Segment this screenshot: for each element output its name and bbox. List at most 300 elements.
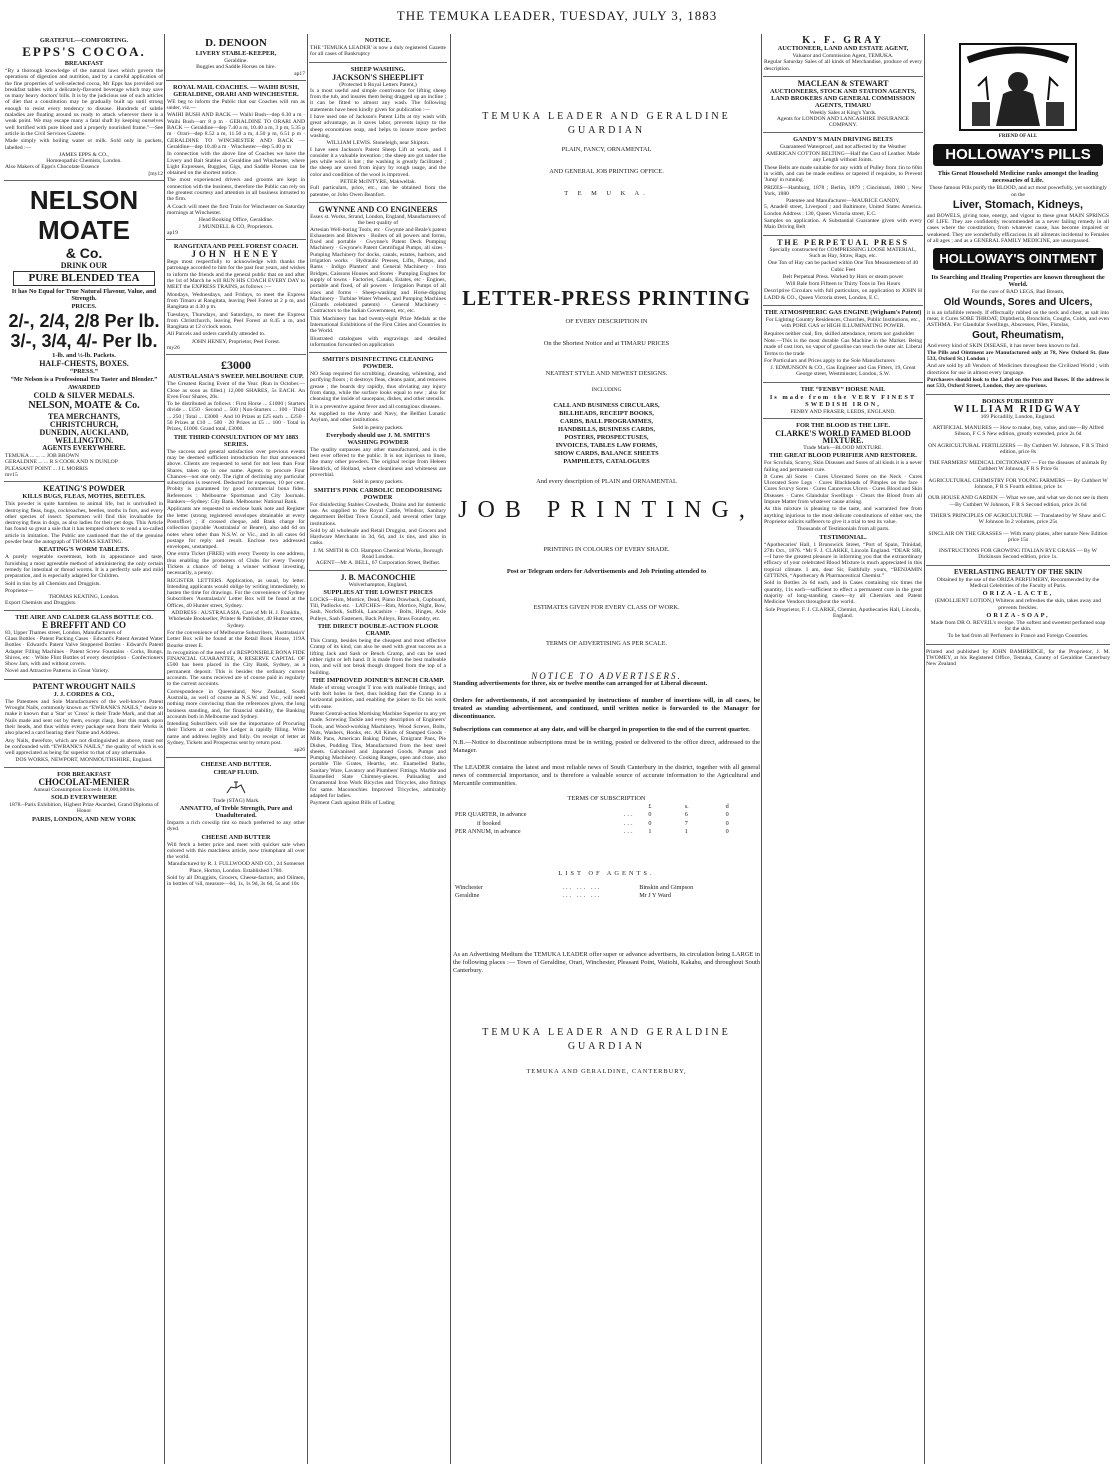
ad-body: Trade (STAG) Mark. — [212, 797, 260, 804]
ad-firm: JOHN HENEY, Proprietor, Peel Forest. — [191, 338, 281, 345]
holloways-pills-banner: HOLLOWAY'S PILLS — [933, 144, 1103, 166]
ad-heading: Gout, Rheumatism, — [972, 329, 1064, 341]
ad-body: For Scrofula, Scurvy, Skin Diseases and Sores of all kinds it is a never failing and permanent cure. — [764, 460, 922, 473]
ad-body: Weekly Sales at King's Yards. — [809, 109, 877, 116]
ad-body: And every kind of SKIN DISEASE, it has never been known to fail. — [927, 342, 1080, 349]
ad-heading: GRATEFUL—COMFORTING. — [39, 37, 129, 44]
ad-subtitle: Its Searching and Healing Properties are known throughout the World. — [931, 274, 1105, 289]
column-5 — [763, 34, 923, 1464]
ad-body: Patent Central-action Mortising Machine Superior to any yet made. Screwing Tackle and every description of Engineers' Tools, and Wood-working Machinery. Wood Screws, Bolts, Nuts, Washers, Hooks, etc. All Kinds of Stamped Goods · Milk Pans, American Baking Dishes, Emigrant Pans, Pie Dishes, Pudding Tins, Manufactured from the best steel sheets. Galvanised and Japanned Goods. Pumps and Pumping Machinery. Cooking Ranges, open and close, also portable Tile Grates, Hearths, etc. Enamelled Baths, Sanitary Ware, Lavatory and Plumbers' Fittings. Marble and Enamelled Slate Chimney-pieces. Palisading and Ornamental Iron Work Bicycles and Tricycles, also fittings for same. Maconochies Improved Tricycles, admirably adapted for ladies. — [310, 711, 446, 799]
ad-subtitle: Everybody should use J. M. SMITH'S WASHING POWDER — [326, 431, 430, 446]
ad-body: Essex st. Works, Strand, London, England, Manufacturers of the best quality of — [310, 213, 446, 227]
office-title: TEMUKA LEADER AND GERALDINE GUARDIAN — [482, 1026, 731, 1052]
seal-caption: FRIEND OF ALL — [998, 134, 1038, 139]
notice-text: N.B.—Notice to discontinue subscriptions must be in writing, posted or delivered to the office direct, addressed to the Manager. — [453, 739, 760, 754]
ad-body: THE 'TEMUKA LEADER' is now a duly registered Gazette for all cases of Bankruptcy — [310, 45, 446, 58]
ad-body: Wolverhampton, England, — [348, 581, 408, 588]
ad-subtitle: KEATING'S WORM TABLETS. — [38, 546, 130, 554]
ad-body: It Cures all Sores · Cures Ulcerated Sores on the Neck · Cures Ulcerated Sore Legs · Cures Blackheads of Pimples on the face · Cures Scurvy Sores · Cures Cancerous Ulcers · Cures Blood and Skin Diseases · Cures Glandular Swellings · Clears the Blood from all Impure Matter from whatever cause arising. — [764, 473, 922, 506]
ad-subtitle: ANNATTO, of Treble Strength, Pure and Unadulterated. — [179, 804, 293, 819]
sweep-ad — [166, 355, 306, 757]
ad-code: [my12 — [148, 170, 163, 177]
ad-body: Imparts a rich cowslip tint so much preferred to any other dyed. — [167, 819, 305, 833]
table-row: Winchester ... ... ... Binskin and Gimpson — [455, 884, 694, 892]
ad-firm: J. J. CORDES & CO., — [53, 690, 115, 698]
notice-text: Subscriptions can commence at any date, and will be charged in proportion to the end of the current quarter. — [453, 726, 750, 733]
table-header: d — [725, 803, 729, 810]
service-item: CALL AND BUSINESS CIRCULARS, — [553, 402, 660, 409]
ad-title: £3000 — [221, 358, 251, 373]
ad-title: EVERLASTING BEAUTY OF THE SKIN — [953, 567, 1083, 576]
perpetual-press-ad — [763, 236, 923, 306]
ad-body: Export Chemists and Druggists. — [5, 600, 77, 607]
ad-title: CHEESE AND BUTTER. — [200, 760, 272, 768]
office-line: PLAIN, FANCY, ORNAMENTAL — [561, 146, 652, 153]
ad-heading: BOOKS PUBLISHED BY — [982, 397, 1054, 405]
agent-line: TEMUKA ... ... ... JOB BROWN — [5, 453, 79, 460]
ad-subtitle: AUCTIONEERS, STOCK AND STATION AGENTS, LAND BROKERS AND GENERAL COMMISSION AGENTS, TIMARU — [770, 87, 916, 109]
ad-code: my26 — [167, 344, 180, 351]
book-entry: THE FARMERS' MEDICAL DICTIONARY — For the diseases of animals By Cuthbert W Johnson, F R S Price 6s — [928, 460, 1108, 473]
cheese-ad — [166, 758, 306, 892]
sheeplift-ad — [309, 63, 447, 203]
office-line: PRINTING IN COLOURS OF EVERY SHADE. — [543, 546, 670, 553]
ad-body: 1-lb. and ½-lb. Packets. — [52, 352, 116, 360]
ad-body: Samples on application. A Substantial Guarantee given with every Main Driving Belt — [764, 218, 922, 231]
ad-subtitle: BREAKFAST — [64, 60, 104, 67]
price-row: 2/-, 2/4, 2/8 Per lb. — [8, 311, 160, 332]
table-row: Geraldine ... ... ... Mr J Y Ward — [455, 892, 671, 900]
ad-body: The success and general satisfaction over previous events may be deemed sufficient introduction for that announced above. Clients are requested to send for not less than Four Shares, taken up in one name. Agents to procure Four Chances—not one only. The right of declining any particular subscription is reserved. Deducted for expenses, 10 per cent. Probity is guaranteed by good commercial bona fides. References : Melbourne Sportsman and City Journals. Bankers—Sydney: City Bank. Melbourne: National Bank. — [167, 448, 305, 506]
ad-subtitle: SUPPLIES AT THE LOWEST PRICES — [323, 588, 433, 596]
ad-heading: CHRISTCHURCH, — [49, 420, 119, 430]
maclean-ad — [763, 77, 923, 133]
ad-title: D. DENOON — [205, 37, 267, 49]
ad-title: GANDY'S MAIN DRIVING BELTS — [793, 135, 893, 143]
job-printing-heading: JOB PRINTING, — [458, 497, 755, 523]
ad-firm: THOMAS KEATING, London. — [48, 594, 120, 601]
ad-body: 1878.–Paris Exhibition, Highest Prize Awarded, Grand Diploma of Honor — [9, 802, 159, 815]
ad-title: NOTICE. — [364, 37, 392, 44]
ad-heading: “PRESS.” — [70, 368, 98, 376]
ad-body: Also Makers of Epps's Chocolate Essence — [5, 164, 100, 171]
ad-body: “By a thorough knowledge of the natural laws which govern the operations of digestion and nutrition, and by a careful application of the fine properties of well-selected cocoa, Mr Epps has provided our breakfast tables with a delicately-flavored beverage which may save us many heavy doctors' bills. It is by the judicious use of such articles of diet that a constitution may be gradually built up until strong enough to resist every tendency to disease. Hundreds of subtle maladies are floating around us ready to attack wherever there is a weak point. We may escape many a fatal shaft by keeping ourselves well fortified with pure blood and a properly nourished frame.”—See article in the Civil Services Gazette. — [5, 68, 163, 137]
column-3 — [309, 34, 447, 1464]
ad-firm: Patentee and Manufacturer—MAURICE GANDY, — [786, 198, 900, 205]
subscription-heading: TERMS OF SUBSCRIPTION — [567, 795, 646, 802]
service-item: PAMPHLETS, CATALOGUES — [563, 458, 650, 465]
service-item: CARDS, BALL PROGRAMMES, — [559, 418, 654, 425]
ad-body: Guaranteed Waterproof, and not affected by the Weather — [779, 143, 907, 150]
service-item: BILLHEADS, RECEIPT BOOKS, — [559, 410, 654, 417]
ad-title: KEATING'S POWDER — [43, 484, 125, 494]
ad-subtitle: THE DIRECT DOUBLE-ACTION FLOOR CRAMP. — [317, 623, 439, 638]
notice-ad — [309, 34, 447, 63]
smith-ad — [309, 353, 447, 570]
ad-code: mv15 — [5, 471, 18, 478]
ad-title: ROYAL MAIL COACHES. — WAIHI BUSH, GERALDINE, ORARI AND WINCHESTER. — [173, 83, 299, 98]
ad-body: Any Nails, therefore, which are not distinguished as above, must not be confounded with “EWBANK'S NAILS,” the quality of which is so well appreciated as being far superior to that of any othermake. — [5, 737, 163, 757]
ad-body: I have used one of Jackson's Patent Lifts at my wash with great advantage, as it saves labor, prevents injury to the sheep economises soap, and helps to insure more perfect washing. — [310, 114, 446, 139]
gas-engine-ad — [763, 306, 923, 383]
ad-heading: DUNEDIN, AUCKLAND, — [39, 428, 129, 438]
ad-body: For the convenience of Melbourne Subscribers, 'Australasia's' Letter Box will be found at the Retail Book House, 119A Bourke street E. — [167, 629, 306, 649]
ad-body: Sold in Bottles 2s 6d each, and in Cases containing six times the quantity, 11s each—sufficient to effect a permanent cure in the great majority of long-standing cases—by all Chemists and Patent Medicine Vendors throughout the world. — [764, 580, 922, 606]
ad-title: THE ATMOSPHERIC GAS ENGINE (Wigham's Patent) — [764, 309, 922, 317]
price-row: 3/-, 3/4, 4/- Per lb. — [10, 331, 158, 352]
ad-code: ap26 — [294, 747, 305, 754]
agents-heading: LIST OF AGENTS. — [558, 870, 655, 878]
ad-subtitle: This Great Household Medicine ranks amongst the leading necessaries of Life. — [937, 170, 1099, 185]
ad-heading: WELLINGTON. — [54, 436, 114, 446]
office-line: On the Shortest Notice and at TIMARU PRICES — [543, 340, 670, 347]
ad-body: Novel and Attractive Patterns in Great Variety. — [5, 668, 110, 675]
ad-title: GWYNNE AND CO ENGINEERS — [318, 204, 438, 214]
column-rule — [164, 34, 165, 1464]
ad-title: & Co. — [65, 245, 103, 262]
ad-body: To be distributed as follows : First Horse ... £1000 | Starters divide ... £150 · Second ... 500 | Non-Starters ... 100 · Third ... 250 | Total ... £3000 · And 10 Prizes at £25 each ... £250 · 50 Prizes at £10 ... 500 · 20 Prizes at £5 ... 100 · Total in Prizes, £1000. Grand total, £3000. — [167, 401, 305, 433]
ad-body: These famous Pills purify the BLOOD, and act most powerfully, yet soothingly on the — [929, 185, 1107, 198]
ad-body: WE beg to inform the Public that our Coaches will run as under, viz.— — [167, 98, 305, 112]
ad-body: Glass Bottles · Patent Packing Cases · Edward's Patent Aerated Water Bottles · Edward's Patent Valve Stoppered Bottles · Edward's Patent Adapter Filling Machines · Patent Screw Fountains · Corks, Bungs, Shives, etc · White Flint Bottles of every description · Confectioners Show Jars, with and without covers. — [5, 635, 163, 668]
denoon-ad — [166, 34, 306, 81]
book-entry: INSTRUCTIONS FOR GROWING ITALIAN RYE GRASS — By W Dickinson Second edition, price 1s. — [939, 548, 1097, 561]
ad-body: 83, Upper Thames street, London, Manufacturers of — [5, 629, 122, 636]
notice-text: Standing advertisements for three, six or twelve months can arranged for at Liberal discount. — [453, 680, 708, 687]
ad-body: For the cure of BAD LEGS, Bad Breasts, — [971, 289, 1065, 296]
ad-body: Will Bale from Fifteen to Thirty Tons in Ten Hours — [785, 281, 901, 288]
ad-body: LOCKS—Rim, Mortice, Dead, Piano Drawback, Cupboard, Till, Padlocks etc. · LATCHES—Rim, Mortice, Night, Bow, Sash, Norfolk, Suffolk, Lancashire · Bolts, Hinges, Axle Pulleys, Sash Fasteners, Back Pulleys, Brass Foundry, etc. — [310, 596, 446, 622]
office-line: Post or Telegram orders for Advertisements and Job Printing attended to — [506, 568, 707, 575]
ad-title: E BREFFIT AND CO — [41, 619, 127, 630]
ad-subtitle: THE GREAT BLOOD PURIFIER AND RESTORER. — [769, 452, 917, 460]
ad-body: In connection with the above line of Coaches we have the Livery and Bait Stables at Geraldine and Winchester, where Light Expresses, Buggies, Gigs, and Saddle Horses can be obtained on the shortest notice. — [167, 151, 305, 177]
ad-heading: SOLD EVERYWHERE — [51, 794, 117, 802]
ad-title: CLARKE'S WORLD FAMED BLOOD MIXTURE. — [775, 428, 911, 445]
ad-subtitle: SMITH'S PINK CARBOLIC DEODORISING POWDER — [313, 486, 442, 501]
office-line: AND GENERAL JOB PRINTING OFFICE. — [549, 168, 664, 175]
ad-body: Annual Consumption Exceeds 18,000,000lbs — [33, 786, 135, 793]
ad-body: Regular Saturday Sales of all kinds of Merchandise, produce of every description. — [764, 59, 922, 72]
heney-coach-ad — [166, 240, 306, 355]
ad-body: 169 Piccadilly, London, England. — [980, 413, 1056, 420]
holloway-seal-icon — [958, 42, 1078, 132]
ad-body: This Cramp, besides being the cheapest and most effective Cramp of its kind, can also be used with great success as a lifting Jack and Sash or Bench Cramp, and can be used either right or left hand. It is made from the best malleable iron, and will not break though dropped from the top of a building. — [310, 638, 446, 676]
masthead: THE TEMUKA LEADER, TUESDAY, JULY 3, 1883 — [396, 8, 718, 23]
ad-body: it is an infallible remedy. If effectually rubbed on the neck and chest, as salt into meat, it Cures SORE THROAT, Diphtheria, Bronchitis, Coughs, Colds, and even ASTHMA. For Glandular Swellings, Abscesses, Piles, Fistulas, — [927, 309, 1109, 329]
ad-body: Obtained by the use of the ORIZA PERFUMERY, Recommended by the Medical Celebrities of the Faculty of Paris. — [936, 576, 1100, 589]
ad-body: This powder is quite harmless to animal life, but is unrivalled in destroying fleas, bugs, cockroaches, beetles, moths in furs, and every other species of insect. Sportsmen will find this invaluable for destroying fleas in dogs, as also ladies for their pet dogs. This Article has found so great a sale that it has tempted others to vend a so-called article in imitation. The Public are cautioned that the of the genuine powder bear the autograph of THOMAS KEATING. — [5, 501, 163, 546]
ad-subtitle: THE THIRD CONSULTATION OF MY 1883 SERIES. — [173, 433, 299, 448]
book-entry: ARTIFICIAL MANURES — How to make, buy, value, and use—By Alfred Sibson, F C S New edition, greatly extended, price 2s 6d — [932, 424, 1104, 438]
ad-body: For Particulars and Prices apply to the Sole Manufacturers — [764, 357, 895, 364]
ad-body: REGISTER LETTERS. Application, as usual, by letter. Intending applicants would oblige by writing immediately, to hasten the time for drawings. For the convenience of Sydney Subscribers 'Australasia's' Letter Box will be found at the Offices, 40 Hunter street, Sydney. — [167, 577, 305, 609]
column-2 — [166, 34, 306, 1464]
aire-calder-ad — [4, 611, 164, 680]
ad-heading: COLD & SILVER MEDALS. — [33, 391, 135, 401]
ad-subtitle: AUSTRALASIA'S SWEEP. MELBOURNE CUP. — [168, 373, 304, 381]
ad-title: RANGITATA AND PEEL FOREST COACH. — [173, 243, 299, 251]
letterpress-heading: LETTER-PRESS PRINTING — [462, 286, 751, 310]
ad-firm: J MUNDELL & CO, Proprietors. — [198, 223, 274, 230]
ad-body: Illustrated catalogues with engravings and detailed information forwarded on application — [310, 335, 446, 348]
maconochie-ad — [309, 571, 447, 811]
book-entry: SINCLAIR ON THE GRASSES — With many plates, after nature New Edition price 15s — [928, 530, 1108, 543]
service-item: POSTERS, PROSPECTUSES, — [564, 434, 649, 441]
ad-body: Applicants are requested to enclose bank note and Register the letter (strong registered envelopes obtainable at every Postoffice) ; if crossed cheque, add Bank charge for collection (payable 'Australasia' or Bearer), also add 6d on notes when other than N.S.W. or Vic., and in all cases 6d postage for reply and result. Enclose two addressed envelopes, unstamped. — [167, 506, 305, 551]
ad-title: JOHN HENEY — [191, 249, 281, 260]
ad-body: And are sold by all Vendors of Medicines throughout the Civilized World ; with directions for use in almost every language. — [927, 363, 1109, 376]
ad-body: Sold by all wholesale and Retail Druggist, and Grocers and Hardware Merchants in 3d, 6d, and 1s tins, and also in casks. — [310, 527, 446, 547]
ad-heading: FOR BREAKFAST — [57, 770, 111, 778]
ad-body: Artesian Well-boring Tools, etc · Gwynne and Beale's patent Exhausters and Blowers · Boilers of all powers and forms, fixed and portable · Gwynne's Patent Deck Pumping Machinery · Gwynne's Patent Centrifugal Pumps, all sizes · Pumping Machinery for docks, canals, estates, harbors, and irrigation works · Hydraulic Presses, Lifts, Pumps, and Rams · Indigo Planters' and General Machinery · Iron Bridges, Caissons Houses and Stores · Pumping Engines for supply of towns · Factories, Canals, Estates, etc · Engines, portable and fixed, of all powers · Irrigation Pumps of all sizes and forms · Sheep-washing and Horse-dipping Machinery · Turbine Water Wheels, and Pumping Machines (Girards celebrated patents) · General Machinery · Contractors to the Indian Government, etc, etc. — [310, 226, 446, 315]
column-4-printing-office — [453, 34, 760, 1464]
ad-subtitle: ORIZA-SOAP, — [986, 611, 1050, 619]
ad-title: NELSON — [29, 185, 139, 216]
ad-firm: FENBY AND FRASER, LEEDS, ENGLAND. — [790, 408, 896, 415]
ad-firm: Homœopathic Chemists, London. — [46, 158, 122, 165]
ad-firm: WILLIAM LEWIS. Stoneleigh, near Shipton. — [326, 140, 430, 147]
ad-body: All Parcels and orders carefully attended to. — [167, 331, 266, 338]
ad-heading: Liver, Stomach, Kidneys, — [952, 198, 1084, 211]
gwynne-ad — [309, 203, 447, 353]
ad-body: As this mixture is pleasing to the taste, and warranted free from anything injurious to the most delicate constitutions of either sex, the Proprietor solicits sufferers to give it a trial to test its value. — [764, 506, 922, 525]
ad-body: One extra Ticket (FREE) with every Twenty in one address, thus enabling the promoters of Clubs for every Twenty Tickets a chance of being a winner without investing, necessarily, a penny. — [167, 551, 305, 577]
ad-firm: JAMES EPPS & CO., — [59, 151, 109, 158]
ad-body: The most experienced drivers and grooms are kept in connection with the business, therefore the Public can rely on the greatest courtesy and attention in all business intrusted to the firm. — [167, 177, 305, 203]
office-title: TEMUKA LEADER AND GERALDINE GUARDIAN — [482, 111, 731, 136]
subscription-table — [453, 803, 760, 836]
imprint: Printed and published by JOHN BAMBRIDGE, for the Proprietor, J. M. TWOMEY, at his Registered Office, Temuka, County of Geraldine Canterbury New Zealand — [926, 648, 1110, 668]
holloway-ad — [926, 34, 1110, 395]
book-entry: AGRICULTURAL CHEMISTRY FOR YOUNG FARMERS — By Cuthbert W Johnson, F R S Fourth edition, price 1s — [928, 477, 1108, 491]
ad-title: THE “FENBY” HORSE NAIL — [800, 385, 886, 393]
ad-body: The quality surpasses any other manufactured, and is the best ever offered to the public. It is not injurious to linen, like many other powders. The original recipe from Heleen Hendrick, of Holland, where cleanliness and whiteness are proverbial. — [310, 446, 446, 479]
ad-body: Proprietor— — [5, 587, 34, 594]
ad-body: Made of strong wrought T iron with malleable fittings, and with bolt holes in feet, thus holding fast the Cramp in a horizontal position, and enabling the joiner to fix his work with ease. — [310, 684, 446, 710]
ad-body: WAIHI BUSH AND BACK — Waihi Bush—dep 6.30 a m · Waihi Bush—arr 8 p m · GERALDINE TO ORARI AND BACK — Geraldine—dep 7.40 a m, 10.40 a m, 3 p m, 5.35 p m · Orari—dep 8.52 a m, 11.50 a m, 4.50 p m, 6.51 p m · GERALDINE TO WINCHESTER AND BACK — Geraldine—dep 10.40 a m · Winchester—dep 5.40 p m — [167, 112, 305, 150]
ad-body: Head Booking Office, Geraldine. — [198, 217, 274, 224]
ad-subtitle: AUCTIONEER, LAND AND ESTATE AGENT, — [777, 45, 909, 52]
ad-body: Made simply with boiling water or milk. Sold only in packets, labelled :— — [5, 138, 163, 151]
notice-text: The LEADER contains the latest and most reliable news of South Canterbury in the district, together with all general news of commercial importance, and is therefore a valuable source of accurate information to the Agricultural and Mercantile communities. — [453, 764, 760, 787]
agent-line: PLEASANT POINT ... J L MORRIS — [5, 465, 88, 472]
ad-body: For Lighting Country Residences, Churches, Public Institutions, etc., with PORE GAS or HIGH ILLUMINATING POWER. — [765, 317, 921, 330]
ad-body: Agents for LONDON AND LANCASHIRE INSURANCE COMPANY. — [776, 116, 910, 129]
menier-ad — [4, 768, 164, 827]
ad-heading: AWARDED — [67, 384, 101, 392]
kgray-ad — [763, 34, 923, 77]
ad-body: These Belts are made suitable for any width of Pulley from 1in to 60in in width, and can be made endless or tapered if requisite, to Prevent 'Jump' in running. — [764, 164, 922, 184]
ad-body: Sold in penny packets. — [352, 479, 404, 486]
service-item: SHOW CARDS, BALANCE SHEETS — [554, 450, 659, 457]
ad-body: One Ton of Hay can be packed within One Ton Measurement of 40 Cubic Feet — [767, 260, 919, 273]
ad-subtitle: KILLS BUGS, FLEAS, MOTHS, BEETLES. — [22, 493, 146, 501]
notice-text: As an Advertising Medium the TEMUKA LEADER offer super or advance advertisers, its circulation being LARGE in the following places :— Town of Geraldine, Orari, Winchester, Pleasant Point, Waitohi, Kakahu, and throughout South Canterbury. — [453, 950, 760, 974]
ad-subtitle: LIVERY STABLE-KEEPER, — [195, 50, 277, 57]
nelson-moate-ad — [4, 181, 164, 482]
ad-heading: SHEEP WASHING. — [350, 65, 406, 73]
keating-ad — [4, 482, 164, 610]
ad-body: “Mr Nelson is a Professional Tea Taster and Blender.” — [10, 376, 158, 384]
ad-firm: AGENT—Mr A. BELL, 67 Corporation Street, Belfast. — [315, 560, 441, 567]
ad-heading: Old Wounds, Sores and Ulcers, — [943, 296, 1093, 308]
ad-body: Descriptive Circulars with full particulars, on application to JOHN H LADD & CO., Queen Victoria street, London, E C. — [764, 288, 922, 301]
ad-body: AMERICAN COTTON BELTING—Half the Cost of Leather. Made any Length without Joints. — [766, 151, 920, 164]
ad-body: PRIZES—Hamburg, 1878 ; Berlin, 1879 ; Cincinnati, 1880 ; New York, 1880 — [764, 184, 922, 197]
ad-body: Thousands of Testimonials from all parts. — [796, 526, 890, 533]
epps-cocoa-ad — [4, 34, 164, 181]
stag-trademark-icon — [224, 779, 248, 795]
office-line: TEMUKA AND GERALDINE, CANTERBURY, — [526, 1067, 687, 1075]
ad-firm: J. EDMUNSON & CO., Gas Engineer and Gas Fitters, 19, Great George street, Westminster, London, S.W. — [770, 365, 916, 378]
ad-body: “Apothecaries' Hall, 1 Brunswick Street, “Port of Spain, Trinidad, 27th Oct., 1876. “Mr F. J. CLARKE, Lincoln England. “DEAR SIR,—I have the greatest pleasure in informing you that the extraordinary efficacy of your celebrated Blood Mixture is much appreciated in this tropical climate. I am, dear Sir, Faithfully yours, “BENJAMIN GITTENS, “Apothecary & Pharmaceutical Chemist.” — [764, 541, 922, 580]
ad-body: A purely vegetable sweetmeat, both in appearance and taste, furnishing a most agreeable method of administering the only certain remedy for intestinal or thread worms. It is a perfectly safe and mild preparation, and is especially adapted for Children. — [5, 554, 163, 580]
ad-body: Full particulars, price, etc., can be obtained from the patentee, or John Owen Beanfort. — [310, 185, 446, 198]
book-entry: THIER'S PRINCIPLES OF AGRICULTURE — Translated by W Shaw and C W Johnson In 2 volumes, price 25s — [930, 512, 1106, 526]
table-row: PER QUARTER, in advance ... 0 6 0 — [455, 811, 729, 819]
ad-title: MACLEAN & STEWART — [797, 78, 889, 88]
ad-firm: Sole Proprietor, F. J. CLARKE, Chemist, Apothecaries Hall, Lincoln, England. — [765, 606, 921, 619]
ad-body: and BOWELS, giving tone, energy, and vigour to these great MAIN SPRINGS OF LIFE. They are confidently recommended as a never failing remedy in all cases where the constitution, from whatever cause, has become impaired or weakened. They are wonderfully efficacious in all ailments incidental to Females of all ages ; and as a GENERAL FAMILY MEDICINE, are unsurpassed. — [927, 212, 1109, 245]
ad-body: Payment Cash against Bills of Lading — [310, 800, 395, 807]
ad-firm: Manufactured by R. J. FULLWOOD AND CO., 24 Somerset Place, Horton, London. Established 1780. — [167, 861, 305, 874]
ad-body: Sold in tins by all Chemists and Druggists. — [5, 580, 101, 587]
ad-body: Will fetch a better price and meet with quicker sale when colored with this matchless article, now triumphant all over the world. — [167, 841, 305, 861]
ad-firm: J. M. SMITH & CO. Hampton Chemical Works, Borough Road London. — [313, 547, 443, 560]
ad-title: J. B. MACONOCHIE — [340, 572, 416, 582]
column-1 — [4, 34, 164, 1464]
ad-body: To be had from all Perfumers in France and Foreign Countries. — [947, 633, 1089, 640]
agent-line: GERALDINE ... ... R S COOK AND N DUNLOP — [5, 459, 118, 466]
ad-body: I have seen Jackson's Patent Sheep Lift at work, and I consider it a valuable invention ; the sheep are got under the jets while wool is hot ; the washing is greatly facilitated ; the sheep are saved from injury by rough usage, and the color and condition of the wool is improved. — [310, 146, 446, 178]
table-row: PER ANNUM, in advance ... 1 1 0 — [455, 827, 729, 835]
ad-firm: DOS WORKS, NEWPORT, MONMOUTHSHIRE, England. — [15, 757, 153, 764]
ad-body: As supplied to the Army and Navy, the Belfast Lunatic Asylum, and other institutions. — [310, 410, 446, 424]
column-rule — [450, 34, 451, 1464]
book-entry: OUR HOUSE AND GARDEN — What we see, and what we do not see in them —By Cuthbert W Johnson, F R S Second edition, price 2s 6d — [927, 495, 1109, 508]
ad-body: A Coach will meet the first Train for Winchester on Saturday mornings at Winchester. — [167, 203, 305, 216]
ad-heading: PURE BLENDED TEA — [13, 271, 155, 286]
ad-body: Begs most respectfully to acknowledge with thanks the patronage accorded to him for the past four years, and wishes to inform the friends and the general public that on and after the 1st of March he will RUN HIS COACH EVERY DAY to MEET the EXPRESS TRAINS, as follows :— — [167, 259, 305, 291]
ad-heading: AGENTS EVERYWHERE. — [42, 444, 126, 453]
ad-subtitle: CHEAP FLUID. — [213, 768, 259, 776]
nails-ad — [4, 680, 164, 768]
ad-heading: DRINK OUR — [60, 261, 108, 271]
table-row: if booked ... 0 7 0 — [477, 819, 729, 827]
ad-title: NELSON, MOATE & Co. — [28, 400, 140, 412]
ad-heading: TEA MERCHANTS, — [47, 412, 120, 422]
ad-title: PATENT WROUGHT NAILS — [32, 681, 136, 691]
ad-body: This Machinery has had twenty-eight Prize Medals at the International Exhibitions of the First Cities and Countries in the World. — [310, 315, 446, 335]
ad-subtitle: TESTIMONIAL. — [819, 533, 867, 541]
office-line: ESTIMATES GIVEN FOR EVERY CLASS OF WORK. — [533, 604, 680, 611]
ad-title: MOATE — [38, 215, 130, 246]
ad-body: Intending Subscribers will see the importance of Procuring their Tickets at once The Ledger is rapidly filling. Write name and address legibly and fully. On receipt of letter at Sydney, Tickets and Prospectus sent by return post. — [167, 721, 305, 747]
ad-subtitle: Is made from the VERY FINEST SWEDISH IRON, — [769, 393, 917, 408]
ad-title: K. F. GRAY — [802, 35, 884, 46]
table-header: s. — [684, 803, 689, 810]
column-6 — [926, 34, 1110, 1464]
holloways-ointment-banner: HOLLOWAY'S OINTMENT — [933, 248, 1103, 270]
ad-title: CHOCOLAT-MENIER — [38, 776, 130, 787]
ad-heading: HALF-CHESTS, BOXES. — [39, 359, 129, 369]
office-line: INCLUDING — [591, 387, 622, 393]
office-line: T E M U K A. — [564, 190, 649, 197]
oriza-ad — [926, 566, 1110, 645]
ridgway-books-ad — [926, 395, 1110, 566]
ad-body: The Greatest Racing Event of the Year. (Run in October.—Close as soon as filled.) 12,000 SHARES, 5s EACH. An Even Four Shares, 20s. — [167, 381, 305, 400]
ad-body: It has No Equal for True Natural Flavour, Value, and Strength. — [11, 288, 157, 303]
ad-code: ap17 — [294, 70, 305, 77]
ad-body: Sold by all Druggists, Grocers, Cheese-factors, and Oilmen, in bottles of ¼ll, measure—6d, 1s, 1s 9d, 3s 6d, 5s and 10s — [167, 874, 305, 888]
column-rule — [924, 34, 925, 1464]
ad-body: Valuator and Commission Agent, TEMUKA. — [792, 53, 894, 59]
office-line: NEATEST STYLE AND NEWEST DESIGNS. — [545, 370, 668, 377]
ad-body: Made from DR O. REVEIL's receipe. The softest and sweetest perfumed soap for the skin. — [930, 619, 1106, 633]
gandy-ad — [763, 133, 923, 236]
office-line: And every description of PLAIN and ORNAMENTAL — [536, 478, 677, 485]
ad-body: 5, Anadell street, Liverpool ; and Baltimore, United States America. London Address : 130, Queen Victoria street, E.C. — [764, 204, 922, 217]
ad-body: Requires neither coal, fire, skilled attendance, retorts nor gasholder — [764, 330, 915, 337]
ad-title: WILLIAM RIDGWAY — [953, 403, 1083, 415]
ad-body: Sold in penny packets. — [352, 424, 404, 431]
ad-subtitle: THE IMPROVED JOINER'S BENCH CRAMP. — [311, 676, 445, 684]
ad-title: THE PERPETUAL PRESS — [777, 237, 909, 247]
ad-title: JACKSON'S SHEEPLIFT — [332, 72, 424, 82]
ad-body: It is a preventive against fever and all contagious diseases. — [310, 403, 441, 410]
ad-body: Note.—This is the most durable Gas Machine in the Market. Being made of cast iron, no vapor of gasoline can reach the outer air. Liberal Terms to the trade — [764, 337, 922, 357]
ad-body: Geraldine. — [224, 58, 248, 64]
ad-body: The Patentees and Sole Manufacturers of the well-known Patent Wrought Nails, commonly known as “EWBANK'S NAILS,” desire to make it known that a 'Star' or 'Cross' is their Trade Mark, and that all Nails made and sent out by them, except clasp, bear this mark upon their heads, and thus within every package sent from their Works is also placed a card bearing their Name and Address. — [5, 698, 163, 737]
ad-body: (EMOLLIENT LOTION,) Whitens and refreshes the skin, takes away and prevents freckles. — [934, 598, 1102, 611]
ad-body: Specially constructed for COMPRESSING LOOSE MATERIAL, Such as Hay, Straw, Rags, etc. — [769, 246, 917, 259]
book-entry: ON AGRICULTURAL FERTILIZERS — By Cuthbert W. Johnson, F R S Third edition, price 8s — [928, 442, 1108, 455]
ad-body: (Protected b Royal Letters Patent,) — [339, 81, 417, 88]
notice-heading: NOTICE TO ADVERTISERS. — [531, 671, 682, 681]
column-rule — [307, 34, 308, 1464]
ad-body: Tuesdays, Thursdays, and Saturdays, to meet the Express from Christchurch, leaving Peel Forest at 8.45 a m, and Rangitata at 12 o'clock noon. — [167, 311, 305, 331]
ad-body: Trade Mark—BLOOD MIXTURE. — [803, 444, 883, 451]
ad-heading: PRICES. — [71, 303, 97, 311]
ad-body: Belt Perpetual Press. Worked by Hors or steam power — [782, 273, 904, 280]
ad-body: Is a most useful and simple contrivance for lifting sheep from the tub, and insures them being dragged up an incline ; it can be fitted to almost any wash. The following statements have been kindly given for publication :— — [310, 87, 446, 113]
ad-title: THE AIRE AND CALDER GLASS BOTTLE CO. — [15, 613, 153, 621]
ad-body: In recognition of the need of a RESPONSIBLE BONA FIDE FINANCIAL GUARANTEE, A RESERVE CAPITAL OF £500 has been placed in the City Bank, Sydney, as a permanent deposit. This is besides the ordinary current accounts. The sums received are of course paid in regularly to the current accounts. — [167, 649, 305, 688]
ad-body: ADDRESS : AUSTRALASIA, Care of Mr H. J. Franklin, Wholesale Bookseller, Printer & Publisher, 40 Hunter street, Sydney. — [168, 610, 304, 629]
agents-table — [453, 884, 760, 901]
ad-body: For disinfecting Stables Cowsheds, Drains and for domestic use. As supplied to the Royal Castle, Windsor, Sanitary department Belfast Town Council, and several other large institutions. — [310, 501, 446, 527]
office-line: TERMS OF ADVERTISING AS PER SCALE. — [545, 640, 668, 647]
notice-text: Orders for advertisements, if not accompanied by instructions of number of insertions will, in all cases, be treated as standing advertisement, and continued, until written notice is forwarded to the Manager for discontinuance. — [453, 697, 760, 720]
office-line: OF EVERY DESCRIPTION IN — [565, 318, 648, 325]
fenby-ad — [763, 383, 923, 419]
ad-subtitle: CHEESE AND BUTTER — [201, 833, 271, 841]
column-rule — [761, 34, 762, 1464]
ad-code: ap19 — [167, 229, 178, 236]
service-item: INVOICES, TABLES LAW FORMS, — [555, 442, 658, 449]
clarke-blood-ad — [763, 419, 923, 623]
ad-body: Buggies and Saddle Horses on hire. — [196, 64, 276, 71]
ad-firm: PETER McINTYRE, Makwellak. — [340, 179, 416, 186]
ad-title: SMITH'S DISINFECTING CLEANING POWDER. — [322, 356, 434, 371]
ad-body: The Pills and Ointment are Manufactured only at 78, New Oxford St. (late 533, Oxford St.) London ; — [927, 349, 1109, 363]
ad-heading: FOR THE BLOOD IS THE LIFE. — [796, 421, 890, 429]
royal-mail-ad — [166, 81, 306, 240]
ad-body: NO Soap required for scrubbing, cleansing, whitening, and purifying floors ; it destroys fleas, cleans paint, and removes grease ; the boards dry rapidly, thus obviating any injury from damp, while the surface looks equal to new ; also for cleansing the inside of saucepans, dishes, and other utensils. — [310, 371, 446, 403]
ad-heading: PARIS, LONDON, AND NEW YORK — [32, 815, 136, 823]
ad-body: Purchasers should look to the Label on the Pots and Boxes. If the address is not 533, Oxford Street, London, they are spurious. — [927, 377, 1109, 390]
